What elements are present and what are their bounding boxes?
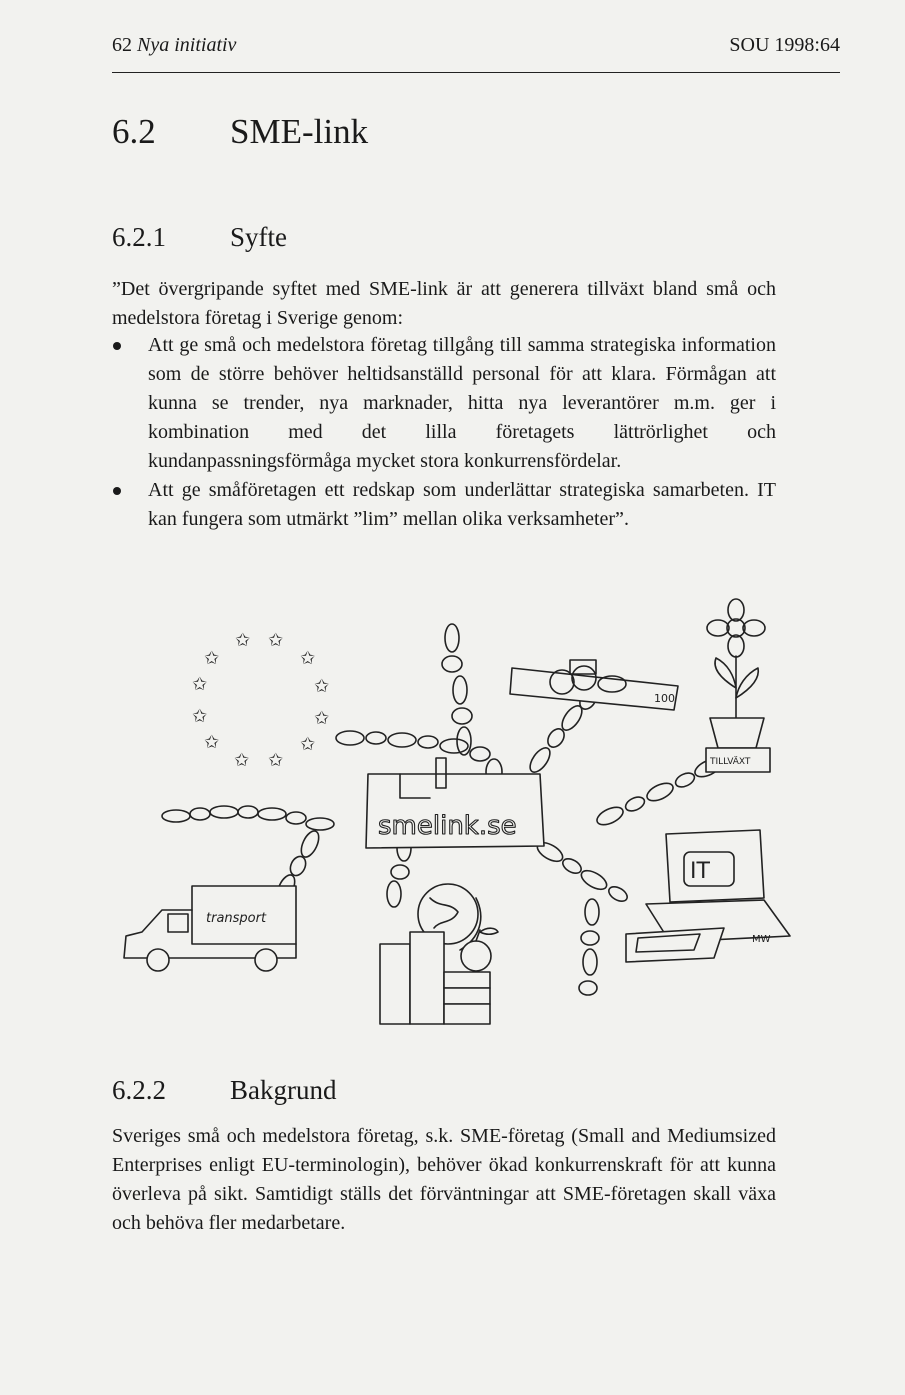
section-number: 6.2 bbox=[112, 112, 156, 151]
money-text: 100 bbox=[654, 692, 675, 705]
sign-text: smelink.se bbox=[378, 811, 517, 841]
svg-text:✩: ✩ bbox=[235, 630, 251, 651]
computer-text: IT bbox=[690, 859, 710, 884]
publication-title: Nya initiativ bbox=[137, 34, 237, 56]
computer-icon bbox=[626, 830, 790, 962]
bullet-icon bbox=[113, 342, 121, 350]
page-number: 62 bbox=[112, 34, 132, 56]
svg-text:✩: ✩ bbox=[204, 648, 220, 669]
svg-text:✩: ✩ bbox=[300, 734, 316, 755]
pot-text: TILLVÄXT bbox=[710, 757, 751, 767]
bullet-text: Att ge småföretagen ett redskap som underlättar strategiska samarbeten. IT kan fungera som utmärkt ”lim” mellan olika verksamheter”. bbox=[148, 479, 776, 530]
truck-icon bbox=[124, 886, 296, 971]
header-rule bbox=[112, 72, 840, 73]
subsection-title: Bakgrund bbox=[230, 1075, 337, 1105]
bullet-item bbox=[112, 476, 776, 534]
eu-stars-icon bbox=[192, 630, 329, 771]
svg-text:✩: ✩ bbox=[268, 630, 284, 651]
bullet-icon bbox=[113, 487, 121, 495]
running-head-left bbox=[112, 34, 236, 57]
subsection-heading-syfte bbox=[112, 222, 287, 253]
flower-pot-icon bbox=[706, 599, 770, 772]
truck-text: transport bbox=[206, 911, 267, 926]
section-title: SME-link bbox=[230, 112, 369, 151]
sme-link-illustration bbox=[100, 598, 800, 1038]
signature-text: MW bbox=[752, 934, 771, 945]
money-icon bbox=[510, 660, 678, 710]
subsection-number: 6.2.2 bbox=[112, 1075, 166, 1105]
bullet-list bbox=[112, 331, 776, 534]
svg-text:✩: ✩ bbox=[314, 708, 330, 729]
bakgrund-paragraph: Sveriges små och medelstora företag, s.k. SME-företag (Small and Mediumsized Enterprises enligt EU-terminologin), behöver ökad konkurrenskraft för att kunna överleva på sikt. Samtidigt ställs det förväntningar att SME-företagen skall växa och behöva fler medarbetare. bbox=[112, 1125, 776, 1234]
running-head bbox=[112, 34, 840, 60]
intro-paragraph: ”Det övergripande syftet med SME-link är att generera tillväxt bland små och medelstora företag i Sverige genom: bbox=[112, 278, 776, 329]
smelink-sign bbox=[366, 758, 544, 848]
svg-text:✩: ✩ bbox=[300, 648, 316, 669]
svg-text:✩: ✩ bbox=[314, 676, 330, 697]
bullet-item bbox=[112, 331, 776, 476]
subsection-title: Syfte bbox=[230, 222, 287, 252]
svg-text:✩: ✩ bbox=[192, 706, 208, 727]
subsection-heading-bakgrund bbox=[112, 1075, 336, 1106]
svg-text:✩: ✩ bbox=[234, 750, 250, 771]
svg-text:✩: ✩ bbox=[268, 750, 284, 771]
section-heading bbox=[112, 112, 368, 152]
bullet-text: Att ge små och medelstora företag tillgång till samma strategiska information som de större behöver heltidsanställd personal för att klara. Förmågan att kunna se trender, nya marknader, hitta nya leverantörer m.m. ger i kombination med det lilla företagets lättrörlighet och kundanpassningsförmåga mycket stora konkurrensfördelar. bbox=[148, 334, 776, 472]
report-id: SOU 1998:64 bbox=[729, 34, 840, 56]
svg-text:✩: ✩ bbox=[192, 674, 208, 695]
svg-text:✩: ✩ bbox=[204, 732, 220, 753]
subsection-number: 6.2.1 bbox=[112, 222, 166, 252]
